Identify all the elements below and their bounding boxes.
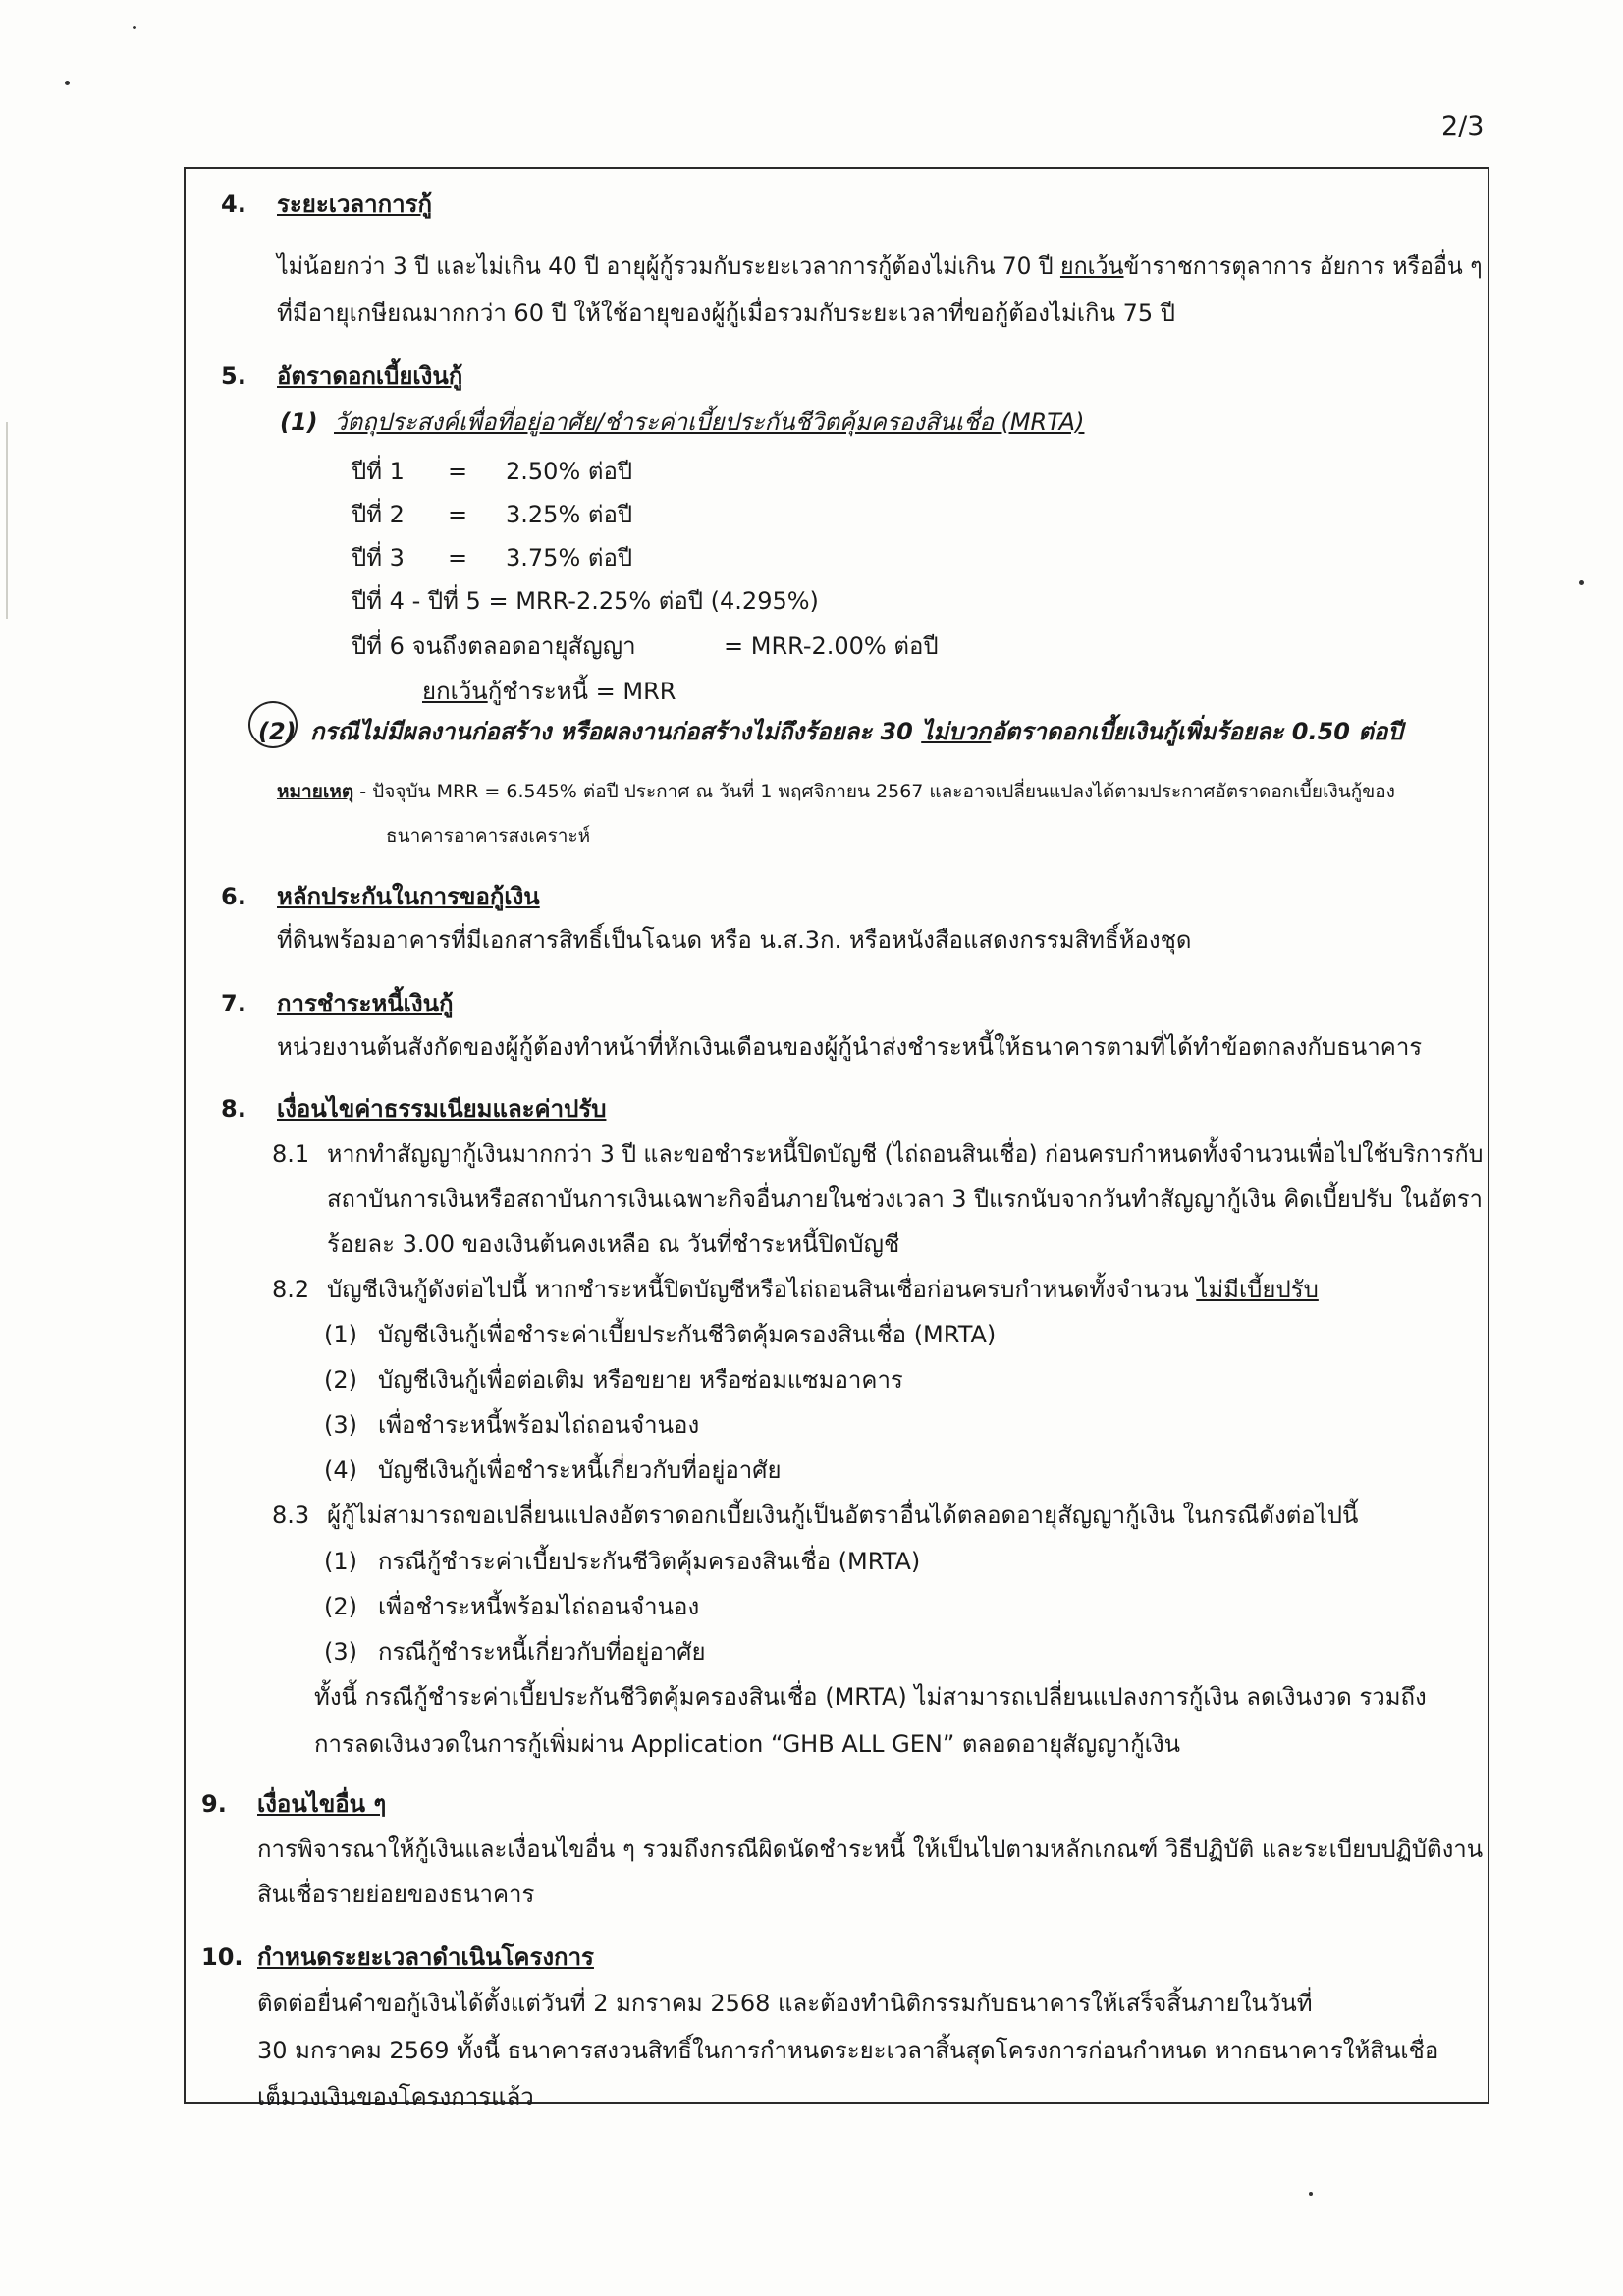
section-5-number: 5.: [221, 362, 246, 390]
list-item-number: (3): [324, 1638, 357, 1666]
page-number: 2/3: [1441, 111, 1485, 141]
rate-equals: =: [448, 458, 468, 485]
rate-year-label: ปีที่ 2: [352, 501, 405, 528]
rate-exception: ยกเว้นกู้ชำระหนี้ = MRR: [422, 678, 676, 705]
list-item: กรณีกู้ชำระหนี้เกี่ยวกับที่อยู่อาศัย: [378, 1638, 706, 1666]
list-item: เพื่อชำระหนี้พร้อมไถ่ถอนจำนอง: [378, 1411, 700, 1439]
clause-8-1-line-1: หากทำสัญญากู้เงินมากกว่า 3 ปี และขอชำระหนี้ปิดบัญชี (ไถ่ถอนสินเชื่อ) ก่อนครบกำหนดทั้งจำนวนเพื่อไปใช้บริการกับ: [327, 1140, 1484, 1168]
section-5-item-1-number: (1): [280, 409, 318, 436]
section-7-line-1: หน่วยงานต้นสังกัดของผู้กู้ต้องทำหน้าที่หักเงินเดือนของผู้กู้นำส่งชำระหนี้ให้ธนาคารตามที่ได้ทำข้อตกลงกับธนาคาร: [277, 1033, 1423, 1061]
list-item-number: (1): [324, 1321, 357, 1348]
section-4-line-2: ที่มีอายุเกษียณมากกว่า 60 ปี ให้ใช้อายุของผู้กู้เมื่อรวมกับระยะเวลาที่ขอกู้ต้องไม่เกิน 75 ปี: [277, 300, 1176, 327]
section-10-line-1: ติดต่อยื่นคำขอกู้เงินได้ตั้งแต่วันที่ 2 มกราคม 2568 และต้องทำนิติกรรมกับธนาคารให้เสร็จสิ้นภายในวันที่: [257, 1990, 1313, 2017]
rate-year-6-value: = MRR-2.00% ต่อปี: [724, 632, 939, 660]
section-8-title: เงื่อนไขค่าธรรมเนียมและค่าปรับ: [277, 1095, 607, 1122]
scan-edge-mark: [6, 422, 8, 619]
clause-8-1-number: 8.1: [272, 1140, 310, 1168]
section-10-line-3: เต็มวงเงินของโครงการแล้ว: [257, 2083, 534, 2110]
rate-value: 3.75% ต่อปี: [506, 544, 633, 572]
section-5-item-2-number: (2): [258, 718, 297, 745]
section-9-line-2: สินเชื่อรายย่อยของธนาคาร: [257, 1881, 535, 1908]
rate-value: 2.50% ต่อปี: [506, 458, 633, 485]
rate-value: 3.25% ต่อปี: [506, 501, 633, 528]
section-5-item-2-text: กรณีไม่มีผลงานก่อสร้าง หรือผลงานก่อสร้างไม่ถึงร้อยละ 30 ไม่บวกอัตราดอกเบี้ยเงินกู้เพิ่มร้อยละ 0.50 ต่อปี: [310, 718, 1403, 745]
rate-year-label: ปีที่ 1: [352, 458, 405, 485]
scan-speck: [65, 81, 70, 85]
rate-year-6-label: ปีที่ 6 จนถึงตลอดอายุสัญญา: [352, 632, 636, 660]
list-item: บัญชีเงินกู้เพื่อชำระค่าเบี้ยประกันชีวิตคุ้มครองสินเชื่อ (MRTA): [378, 1321, 997, 1348]
list-item-number: (4): [324, 1456, 357, 1484]
clause-8-3-number: 8.3: [272, 1502, 310, 1529]
clause-8-3-line-1: ผู้กู้ไม่สามารถขอเปลี่ยนแปลงอัตราดอกเบี้ยเงินกู้เป็นอัตราอื่นได้ตลอดอายุสัญญากู้เงิน ในกรณีดังต่อไปนี้: [327, 1502, 1359, 1529]
clause-8-3-tail-2: การลดเงินงวดในการกู้เพิ่มผ่าน Application “GHB ALL GEN” ตลอดอายุสัญญากู้เงิน: [314, 1730, 1181, 1758]
scan-speck: [1579, 580, 1584, 585]
section-10-number: 10.: [201, 1943, 243, 1971]
scan-speck: [133, 26, 136, 29]
section-10-line-2: 30 มกราคม 2569 ทั้งนี้ ธนาคารสงวนสิทธิ์ในการกำหนดระยะเวลาสิ้นสุดโครงการก่อนกำหนด หากธนาคารให้สินเชื่อ: [257, 2037, 1439, 2064]
section-9-number: 9.: [201, 1790, 227, 1818]
clause-8-3-tail-1: ทั้งนี้ กรณีกู้ชำระค่าเบี้ยประกันชีวิตคุ้มครองสินเชื่อ (MRTA) ไม่สามารถเปลี่ยนแปลงการกู้เงิน ลดเงินงวด รวมถึง: [314, 1683, 1427, 1711]
clause-8-2-number: 8.2: [272, 1276, 310, 1303]
section-4-title: ระยะเวลาการกู้: [277, 191, 433, 218]
list-item-number: (2): [324, 1366, 357, 1394]
section-7-title: การชำระหนี้เงินกู้: [277, 990, 454, 1017]
section-5-title: อัตราดอกเบี้ยเงินกู้: [277, 362, 463, 390]
section-5-item-1-title: วัตถุประสงค์เพื่อที่อยู่อาศัย/ชำระค่าเบี้ยประกันชีวิตคุ้มครองสินเชื่อ (MRTA): [334, 409, 1085, 436]
section-9-line-1: การพิจารณาให้กู้เงินและเงื่อนไขอื่น ๆ รวมถึงกรณีผิดนัดชำระหนี้ ให้เป็นไปตามหลักเกณฑ์ วิธีปฏิบัติ และระเบียบปฏิบัติงาน: [257, 1835, 1484, 1863]
rate-equals: =: [448, 544, 468, 572]
section-6-title: หลักประกันในการขอกู้เงิน: [277, 883, 540, 910]
clause-8-1-line-3: ร้อยละ 3.00 ของเงินต้นคงเหลือ ณ วันที่ชำระหนี้ปิดบัญชี: [327, 1230, 900, 1258]
rate-year-4-5: ปีที่ 4 - ปีที่ 5 = MRR-2.25% ต่อปี (4.295%): [352, 587, 819, 615]
section-7-number: 7.: [221, 990, 246, 1017]
list-item: บัญชีเงินกู้เพื่อชำระหนี้เกี่ยวกับที่อยู่อาศัย: [378, 1456, 782, 1484]
list-item: เพื่อชำระหนี้พร้อมไถ่ถอนจำนอง: [378, 1593, 700, 1620]
list-item-number: (2): [324, 1593, 357, 1620]
section-4-number: 4.: [221, 191, 246, 218]
section-9-title: เงื่อนไขอื่น ๆ: [257, 1790, 387, 1818]
section-10-title: กำหนดระยะเวลาดำเนินโครงการ: [257, 1943, 594, 1971]
list-item: บัญชีเงินกู้เพื่อต่อเติม หรือขยาย หรือซ่อมแซมอาคาร: [378, 1366, 903, 1394]
note-line-2: ธนาคารอาคารสงเคราะห์: [386, 825, 591, 847]
list-item-number: (3): [324, 1411, 357, 1439]
list-item: กรณีกู้ชำระค่าเบี้ยประกันชีวิตคุ้มครองสินเชื่อ (MRTA): [378, 1548, 921, 1575]
section-4-line-1: ไม่น้อยกว่า 3 ปี และไม่เกิน 40 ปี อายุผู้กู้รวมกับระยะเวลาการกู้ต้องไม่เกิน 70 ปี ยกเว้นข้าราชการตุลาการ อัยการ หรืออื่น ๆ: [277, 252, 1483, 280]
note-line-1: หมายเหตุ - ปัจจุบัน MRR = 6.545% ต่อปี ประกาศ ณ วันที่ 1 พฤศจิกายน 2567 และอาจเปลี่ยนแปลงได้ตามประกาศอัตราดอกเบี้ยเงินกู้ของ: [277, 781, 1395, 802]
rate-equals: =: [448, 501, 468, 528]
scan-speck: [1309, 2192, 1313, 2196]
section-6-line-1: ที่ดินพร้อมอาคารที่มีเอกสารสิทธิ์เป็นโฉนด หรือ น.ส.3ก. หรือหนังสือแสดงกรรมสิทธิ์ห้องชุด: [277, 926, 1192, 954]
section-6-number: 6.: [221, 883, 246, 910]
clause-8-1-line-2: สถาบันการเงินหรือสถาบันการเงินเฉพาะกิจอื่นภายในช่วงเวลา 3 ปีแรกนับจากวันทำสัญญากู้เงิน คิดเบี้ยปรับ ในอัตรา: [327, 1185, 1483, 1213]
section-8-number: 8.: [221, 1095, 246, 1122]
rate-year-label: ปีที่ 3: [352, 544, 405, 572]
clause-8-2-line-1: บัญชีเงินกู้ดังต่อไปนี้ หากชำระหนี้ปิดบัญชีหรือไถ่ถอนสินเชื่อก่อนครบกำหนดทั้งจำนวน ไม่มีเบี้ยปรับ: [327, 1276, 1319, 1303]
list-item-number: (1): [324, 1548, 357, 1575]
